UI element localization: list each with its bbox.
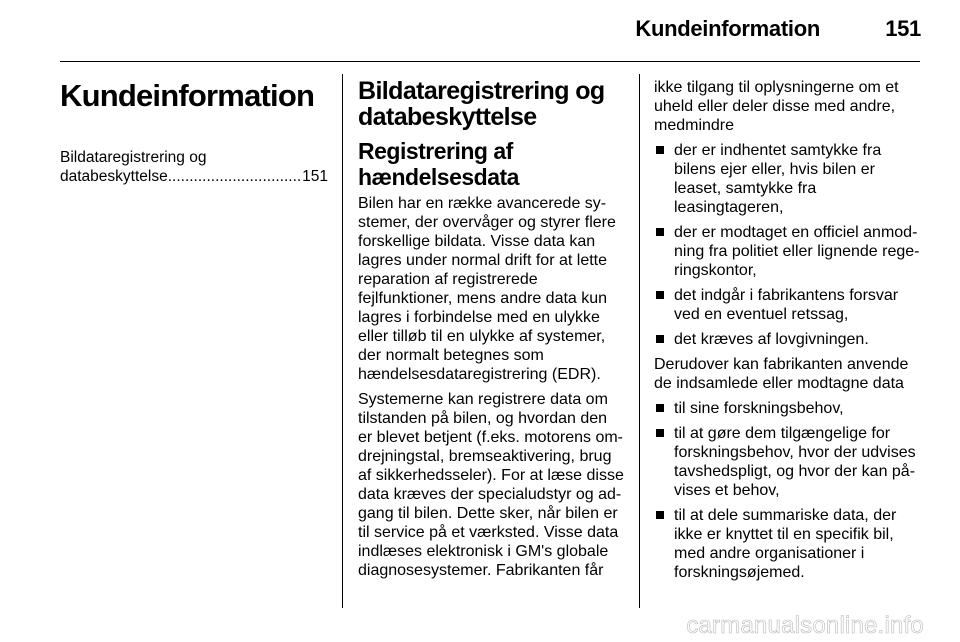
square-bullet-icon bbox=[656, 429, 664, 437]
toc-entry-page: 151 bbox=[302, 168, 328, 185]
list-item bbox=[654, 223, 922, 280]
list-item-text: til at dele summariske data, der ikke er knyttet til en specifik bil, med andre organisationer i forskningsøjemed. bbox=[674, 507, 897, 581]
running-header-title: Kundeinformation bbox=[635, 16, 820, 41]
toc-entry-line2: databeskyttelse bbox=[60, 168, 168, 185]
subsection-heading: Registrering af hændelsesdata bbox=[358, 138, 519, 190]
toc-entry[interactable] bbox=[60, 148, 328, 186]
toc-entry-line1: Bildataregistrering og bbox=[60, 149, 207, 166]
square-bullet-icon bbox=[656, 146, 664, 154]
list-item bbox=[654, 399, 922, 418]
list-item-text: der er modtaget en officiel anmodning fra politiet eller lignende regeringskontor, bbox=[674, 224, 920, 279]
paragraph: ikke tilgang til oplysningerne om et uheld eller deler disse med andre, medmindre bbox=[654, 79, 899, 134]
header-divider bbox=[60, 61, 920, 62]
toc-leader-dots bbox=[168, 167, 302, 186]
page-number: 151 bbox=[885, 16, 921, 41]
paragraph: Bilen har en række avancerede systemer, der overvåger og styrer flere forskellige bildata. Visse data kan lagres under normal drift for at lette reparation af registrerede fejlfunktioner, mens andre data kun lagres i forbindelse med en ulykke eller tilløb til en ulykke af systemer, der normalt betegnes som hændelsesdataregistrering (EDR). bbox=[358, 195, 616, 383]
list-item bbox=[654, 506, 922, 582]
column-toc bbox=[60, 78, 328, 186]
list-item bbox=[654, 424, 922, 500]
column-divider-2 bbox=[639, 74, 640, 608]
square-bullet-icon bbox=[656, 335, 664, 343]
list-item-text: til sine forskningsbehov, bbox=[674, 400, 844, 417]
square-bullet-icon bbox=[656, 404, 664, 412]
column-divider-1 bbox=[342, 74, 343, 608]
bullet-list bbox=[654, 399, 922, 582]
square-bullet-icon bbox=[656, 291, 664, 299]
list-item-text: der er indhentet samtykke fra bilens ejer eller, hvis bilen er leaset, samtykke fra leasingtageren, bbox=[674, 142, 882, 216]
square-bullet-icon bbox=[656, 511, 664, 519]
list-item bbox=[654, 141, 922, 217]
column-continued bbox=[654, 78, 922, 588]
list-item bbox=[654, 330, 922, 349]
list-item bbox=[654, 286, 922, 324]
square-bullet-icon bbox=[656, 228, 664, 236]
watermark-brand: carmanualsonline.info bbox=[686, 612, 924, 639]
section-heading: Bildataregistrering og databeskyttelse bbox=[358, 77, 605, 131]
page-header bbox=[0, 0, 960, 70]
paragraph: Systemerne kan registrere data om tilstanden på bilen, og hvordan den er blevet betjent (f.eks. motorens omdrejningstal, bremseaktivering, brug af sikkerhedsseler). For at læse disse data kræves der specialudstyr og adgang til bilen. Dette sker, når bilen er til service på et værksted. Visse data indlæses elektronisk i GM's globale diagnosesystemer. Fabrikanten får bbox=[358, 391, 624, 579]
chapter-title: Kundeinformation bbox=[60, 78, 315, 113]
column-main bbox=[358, 78, 624, 586]
list-item-text: det kræves af lovgivningen. bbox=[674, 331, 869, 348]
bullet-list bbox=[654, 141, 922, 349]
list-item-text: til at gøre dem tilgængelige for forskningsbehov, hvor der udvises tavshedspligt, og hvor der kan påvises et behov, bbox=[674, 425, 916, 499]
list-item-text: det indgår i fabrikantens forsvar ved en eventuel retssag, bbox=[674, 287, 899, 323]
paragraph: Derudover kan fabrikanten anvende de indsamlede eller modtagne data bbox=[654, 356, 909, 392]
